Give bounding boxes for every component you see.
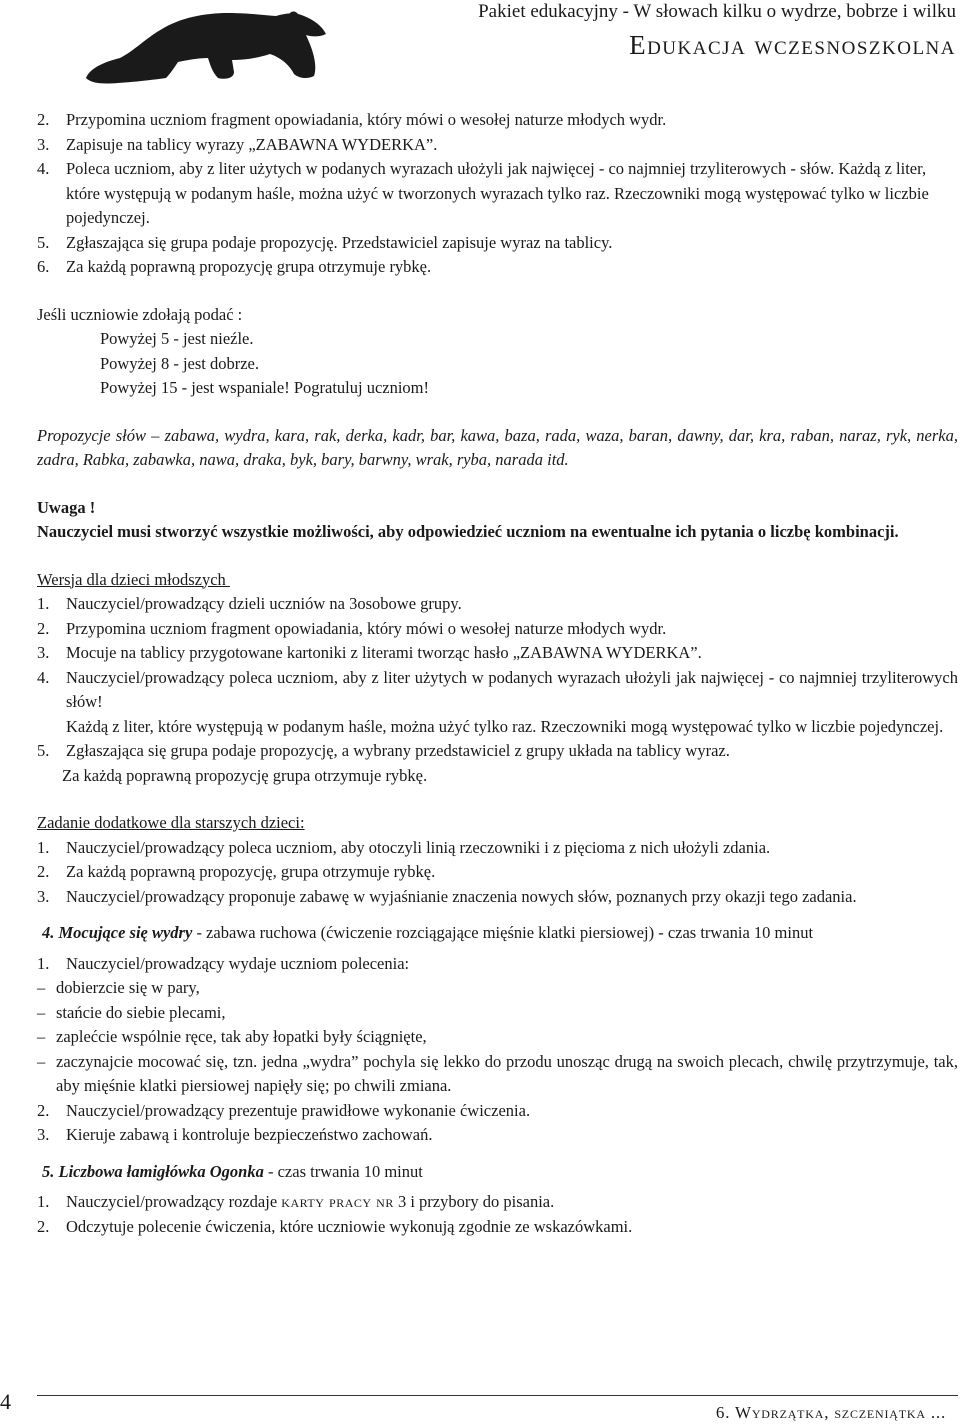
list-item: 4. Nauczyciel/prowadzący poleca uczniom, aby z liter użytych w podanych wyrazach ułożyli jak najwięcej - co najmniej trzyliterowych słów! (37, 667, 958, 711)
scoring-intro: Jeśli uczniowie zdołają podać : (37, 304, 243, 324)
page-header (0, 0, 960, 100)
section-4-title: 4. Mocujące się wydry - zabawa ruchowa (ćwiczenie rozciągające mięśnie klatki piersiowej) - czas trwania 10 minut (42, 923, 814, 942)
older-heading: Zadanie dodatkowe dla starszych dzieci: (37, 813, 305, 832)
younger-heading: Wersja dla dzieci młodszych (37, 569, 230, 589)
list-item: 3. Nauczyciel/prowadzący proponuje zabawę w wyjaśnianie znaczenia nowych słów, poznanych przy okazji tego zadania. (37, 886, 857, 906)
list-item: 1. Nauczyciel/prowadzący rozdaje karty pracy nr 3 i przybory do pisania. (37, 1192, 555, 1211)
list-item: 3. Zapisuje na tablicy wyrazy „ZABAWNA WYDERKA”. (37, 134, 438, 154)
scoring-line: Powyżej 15 - jest wspaniale! Pogratuluj uczniom! (100, 378, 430, 397)
page-content (37, 108, 958, 1239)
section-5-title: 5. Liczbowa łamigłówka Ogonka - czas trwania 10 minut (42, 1161, 423, 1181)
list-item: 3. Mocuje na tablicy przygotowane kartoniki z literami tworząc hasło „ZABAWNA WYDERKA”. (37, 643, 702, 662)
dash-item: – stańcie do siebie plecami, (37, 1002, 226, 1022)
header-subtitle: Edukacja wczesnoszkolna (629, 30, 956, 60)
list-item: 5. Zgłaszająca się grupa podaje propozycję. Przedstawiciel zapisuje wyraz na tablicy. (37, 232, 613, 252)
footer-divider (37, 1395, 958, 1396)
dash-item: – dobierzcie się w pary, (37, 978, 200, 997)
list-item: 2. Przypomina uczniom fragment opowiadania, który mówi o wesołej naturze młodych wydr. (37, 618, 667, 638)
list-item: 1. Nauczyciel/prowadzący poleca uczniom, aby otoczyli linią rzeczowniki i z pięcioma z nich ułożyli zdania. (37, 837, 771, 857)
list-item: 2. Nauczyciel/prowadzący prezentuje prawidłowe wykonanie ćwiczenia. (37, 1100, 531, 1120)
dash-item: – zaczynajcie mocować się, tzn. jedna „wydra” pochyla się lekko do przodu unosząc drugą na swoich plecach, chwilę przytrzymuje, tak, aby mięśnie klatki piersiowej napięły się; po chwili zmiana. (37, 1051, 958, 1095)
list-item: 5. Zgłaszająca się grupa podaje propozycję, a wybrany przedstawiciel z grupy układa na tablicy wyraz. (37, 741, 730, 760)
list-item: 2. Przypomina uczniom fragment opowiadania, który mówi o wesołej naturze młodych wydr. (37, 110, 667, 129)
word-proposals: Propozycje słów – zabawa, wydra, kara, rak, derka, kadr, bar, kawa, baza, rada, waza, baran, dawny, dar, kra, raban, naraz, ryk, nerka, zadra, Rabka, zabawka, nawa, draka, byk, bary, barwny, wrak, ryba, narada itd. (37, 425, 958, 469)
list-item: 1. Nauczyciel/prowadzący dzieli uczniów na 3osobowe grupy. (37, 594, 462, 613)
scoring-line: Powyżej 5 - jest nieźle. (100, 329, 254, 348)
list-item: 6. Za każdą poprawną propozycję grupa otrzymuje rybkę. (37, 257, 432, 276)
list-item-continuation: Każdą z liter, które występują w podanym haśle, można użyć tylko raz. Rzeczowniki mogą występować tylko w liczbie pojedynczej. (66, 716, 944, 736)
page-number: 4 (0, 1389, 11, 1414)
footer-chapter: 6. Wydrzątka, szczeniątka ... (715, 1403, 946, 1422)
warning-title: Uwaga ! (37, 497, 96, 517)
warning-text: Nauczyciel musi stworzyć wszystkie możliwości, aby odpowiedzieć uczniom na ewentualne ich pytania o liczbę kombinacji. (37, 522, 899, 541)
list-item: 4. Poleca uczniom, aby z liter użytych w podanych wyrazach ułożyli jak najwięcej - co najmniej trzyliterowych - słów. Każdą z liter, które występują w podanym haśle, można użyć w tworzonych wyrazach tylko raz. Rzeczowniki mogą występować tylko w liczbie pojedynczej. (37, 159, 929, 227)
scoring-line: Powyżej 8 - jest dobrze. (100, 353, 259, 373)
dash-item: – zaplećcie wspólnie ręce, tak aby łopatki były ściągnięte, (37, 1027, 427, 1046)
list-item-continuation: Za każdą poprawną propozycję grupa otrzymuje rybkę. (62, 765, 428, 785)
list-item: 1. Nauczyciel/prowadzący wydaje uczniom polecenia: (37, 953, 410, 973)
header-title: Pakiet edukacyjny - W słowach kilku o wydrze, bobrze i wilku (478, 1, 956, 22)
list-item: 3. Kieruje zabawą i kontroluje bezpieczeństwo zachowań. (37, 1125, 433, 1144)
otter-silhouette-icon (82, 6, 382, 94)
list-item: 2. Odczytuje polecenie ćwiczenia, które uczniowie wykonują zgodnie ze wskazówkami. (37, 1216, 633, 1236)
list-item: 2. Za każdą poprawną propozycję, grupa otrzymuje rybkę. (37, 862, 436, 881)
